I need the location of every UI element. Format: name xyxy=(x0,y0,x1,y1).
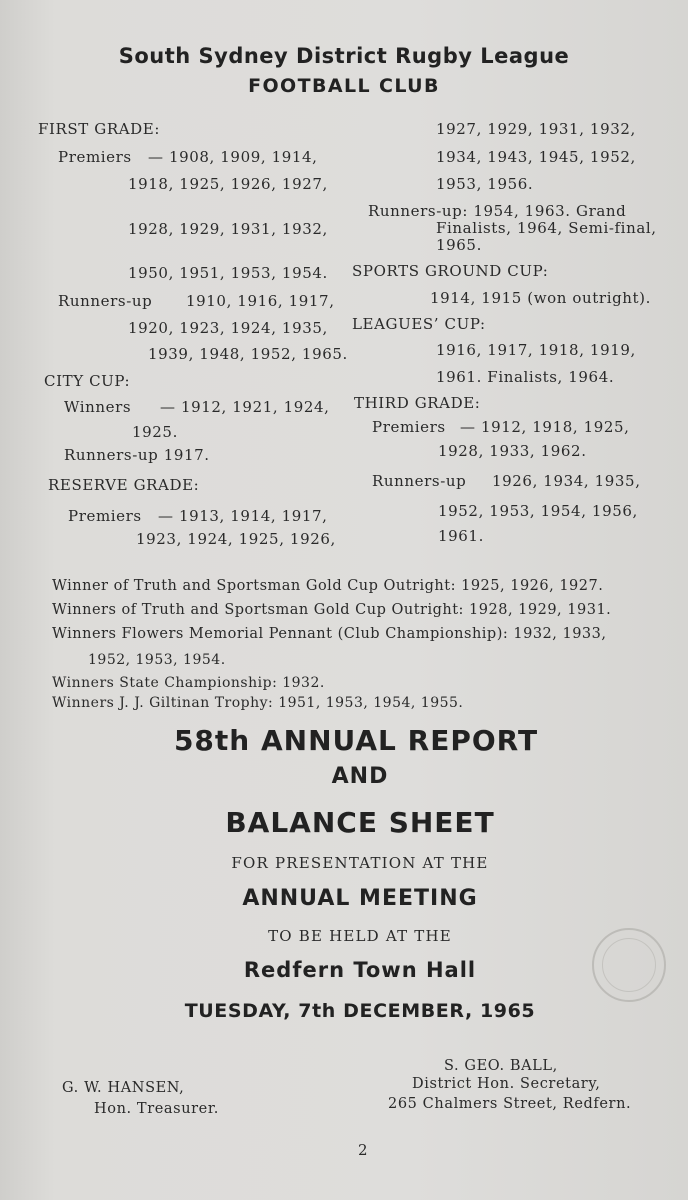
honour-line: Winners of Truth and Sportsman Gold Cup Outright: 1928, 1929, 1931. xyxy=(52,602,612,618)
fg-premiers-label: Premiers xyxy=(58,148,132,166)
balance-sheet-title: BALANCE SHEET xyxy=(225,806,495,839)
tg-premiers-line2: 1928, 1933, 1962. xyxy=(438,442,587,460)
venue: Redfern Town Hall xyxy=(243,958,477,982)
fg-cont-line3: 1953, 1956. xyxy=(436,175,534,193)
tg-runners-line3: 1961. xyxy=(438,527,484,545)
city-cup-heading: CITY CUP: xyxy=(44,372,131,390)
leagues-cup-heading: LEAGUES’ CUP: xyxy=(352,315,486,333)
honour-line: Winners J. J. Giltinan Trophy: 1951, 1953, 1954, 1955. xyxy=(52,695,464,711)
fg-premiers-line4: 1950, 1951, 1953, 1954. xyxy=(128,264,328,282)
fg-runners-label: Runners-up xyxy=(58,292,153,310)
page-number: 2 xyxy=(358,1141,369,1159)
cc-winners-line1: — 1912, 1921, 1924, xyxy=(160,398,330,416)
annual-meeting-title: ANNUAL MEETING xyxy=(242,886,478,911)
cc-runners: Runners-up 1917. xyxy=(64,446,210,464)
club-title: South Sydney District Rugby League xyxy=(118,44,570,68)
treasurer-name: G. W. HANSEN, xyxy=(62,1080,185,1096)
fg-cont-line1: 1927, 1929, 1931, 1932, xyxy=(436,120,636,138)
tg-premiers-line1: — 1912, 1918, 1925, xyxy=(460,418,630,436)
tg-runners-line1: 1926, 1934, 1935, xyxy=(492,472,641,490)
reserve-grade-heading: RESERVE GRADE: xyxy=(48,476,200,494)
secretary-title: District Hon. Secretary, xyxy=(412,1076,601,1092)
treasurer-title: Hon. Treasurer. xyxy=(94,1101,219,1117)
runners-line3: 1965. xyxy=(436,236,482,254)
report-title: 58th ANNUAL REPORT xyxy=(173,724,539,757)
secretary-address: 265 Chalmers Street, Redfern. xyxy=(388,1096,632,1112)
rg-premiers-line1: — 1913, 1914, 1917, xyxy=(158,507,328,525)
rg-premiers-line2: 1923, 1924, 1925, 1926, xyxy=(136,530,336,548)
fg-premiers-line2: 1918, 1925, 1926, 1927, xyxy=(128,175,328,193)
sports-cup-heading: SPORTS GROUND CUP: xyxy=(352,262,549,280)
fg-cont-line2: 1934, 1943, 1945, 1952, xyxy=(436,148,636,166)
meeting-date: TUESDAY, 7th DECEMBER, 1965 xyxy=(184,1000,536,1022)
club-subtitle: FOOTBALL CLUB xyxy=(248,75,440,97)
honour-line: Winners State Championship: 1932. xyxy=(52,675,325,691)
leagues-cup-line1: 1916, 1917, 1918, 1919, xyxy=(436,341,636,359)
cc-winners-label: Winners xyxy=(64,398,132,416)
fg-premiers-line1: — 1908, 1909, 1914, xyxy=(148,148,318,166)
secretary-name: S. GEO. BALL, xyxy=(444,1058,558,1074)
fg-premiers-line3: 1928, 1929, 1931, 1932, xyxy=(128,220,328,238)
tg-runners-label: Runners-up xyxy=(372,472,467,490)
cc-winners-line2: 1925. xyxy=(132,423,178,441)
tg-premiers-label: Premiers xyxy=(372,418,446,436)
runners-line1: Runners-up: 1954, 1963. Grand xyxy=(368,202,627,220)
fg-runners-line1: 1910, 1916, 1917, xyxy=(186,292,335,310)
held-at-line: TO BE HELD AT THE xyxy=(268,927,452,945)
third-grade-heading: THIRD GRADE: xyxy=(354,394,481,412)
fg-runners-line2: 1920, 1923, 1924, 1935, xyxy=(128,319,328,337)
first-grade-heading: FIRST GRADE: xyxy=(38,120,161,138)
tg-runners-line2: 1952, 1953, 1954, 1956, xyxy=(438,502,638,520)
honour-line: Winner of Truth and Sportsman Gold Cup Outright: 1925, 1926, 1927. xyxy=(52,578,604,594)
fg-runners-line3: 1939, 1948, 1952, 1965. xyxy=(148,345,348,363)
report-and: AND xyxy=(331,764,389,789)
leagues-cup-line2: 1961. Finalists, 1964. xyxy=(436,368,615,386)
presentation-line: FOR PRESENTATION AT THE xyxy=(231,854,489,872)
honour-line: Winners Flowers Memorial Pennant (Club Championship): 1932, 1933, xyxy=(52,626,607,642)
sports-cup-line: 1914, 1915 (won outright). xyxy=(430,289,652,307)
rg-premiers-label: Premiers xyxy=(68,507,142,525)
honour-line: 1952, 1953, 1954. xyxy=(88,652,226,668)
runners-line2: Finalists, 1964, Semi-final, xyxy=(436,219,657,237)
